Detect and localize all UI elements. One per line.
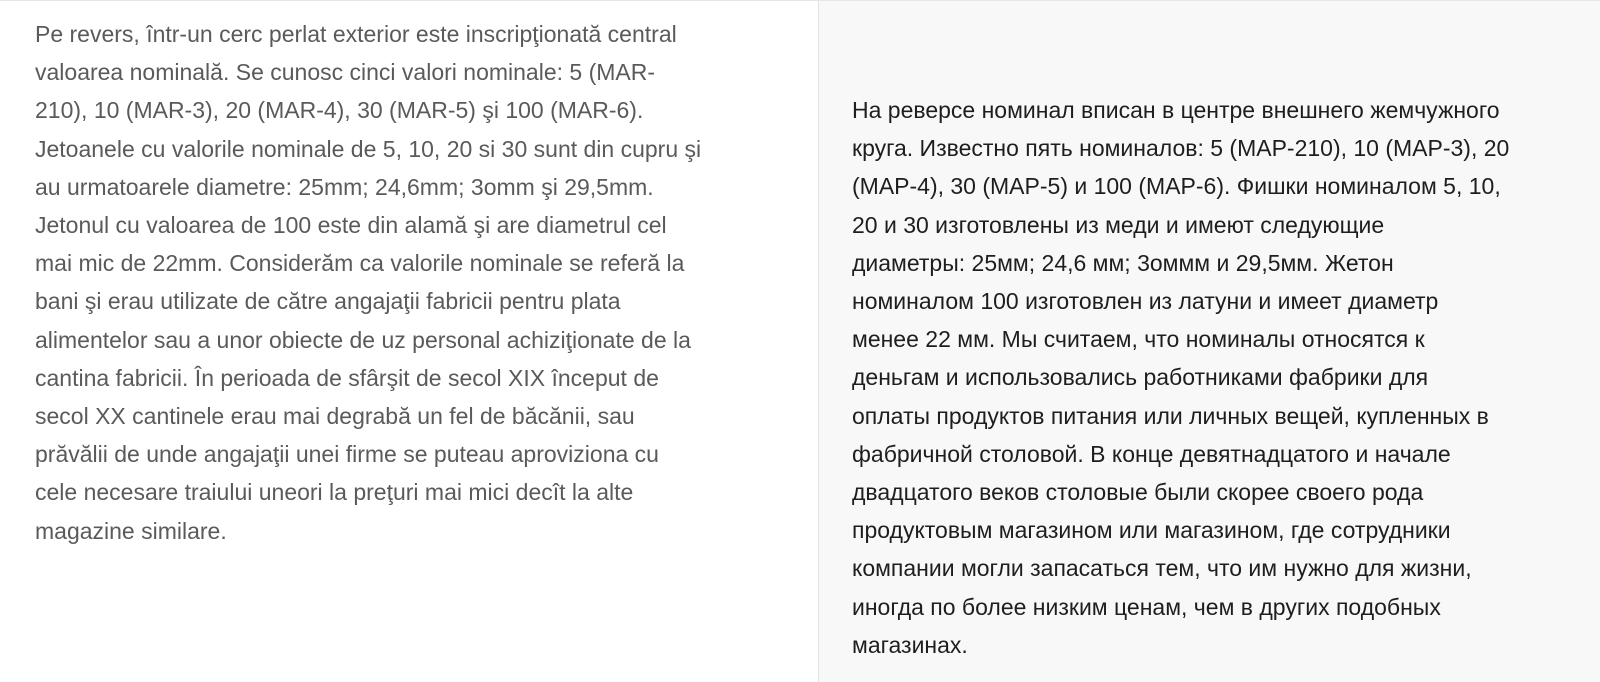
- source-text-line: magazine similare.: [35, 517, 227, 544]
- source-text-line: 210), 10 (MAR-3), 20 (MAR-4), 30 (MAR-5) şi 100 (MAR-6).: [35, 97, 644, 124]
- translation-text-line: диаметры: 25мм; 24,6 мм; 3оммм и 29,5мм. Жетон: [852, 249, 1394, 276]
- source-text-line: bani şi erau utilizate de către angajaţii fabricii pentru plata: [35, 288, 621, 315]
- translation-text-line: менее 22 мм. Мы считаем, что номиналы относятся к: [852, 326, 1425, 353]
- translation-text-pane[interactable]: [819, 1, 1600, 682]
- source-text-line: valoarea nominală. Se cunosc cinci valori nominale: 5 (MAR-: [35, 59, 656, 86]
- translation-text-line: фабричной столовой. В конце девятнадцатого и начале: [852, 440, 1451, 467]
- source-text-line: cantina fabricii. În perioada de sfârşit de secol XIX început de: [35, 364, 659, 391]
- translation-text-line: продуктовым магазином или магазином, где сотрудники: [852, 517, 1451, 544]
- translation-text-line: (МАР-4), 30 (МАР-5) и 100 (МАР-6). Фишки номиналом 5, 10,: [852, 173, 1501, 200]
- translation-text-line: деньгам и использовались работниками фабрики для: [852, 364, 1429, 391]
- source-text-line: Pe revers, într-un cerc perlat exterior este inscripţionată central: [35, 21, 677, 47]
- source-text-line: au urmatoarele diametre: 25mm; 24,6mm; 3omm şi 29,5mm.: [35, 173, 654, 200]
- source-text-line: alimentelor sau a unor obiecte de uz personal achiziţionate de la: [35, 326, 691, 353]
- translation-text-line: оплаты продуктов питания или личных вещей, купленных в: [852, 402, 1489, 429]
- translation-text-line: 20 и 30 изготовлены из меди и имеют следующие: [852, 211, 1385, 238]
- source-text-line: prăvălii de unde angajaţii unei firme se puteau aproviziona cu: [35, 441, 659, 468]
- translation-text-line: На реверсе номинал вписан в центре внешнего жемчужного: [852, 97, 1500, 123]
- source-text-line: Jetoanele cu valorile nominale de 5, 10, 20 si 30 sunt din cupru şi: [35, 135, 702, 162]
- source-text-line: cele necesare traiului uneori la preţuri mai mici decît la alte: [35, 479, 634, 506]
- translation-text-line: магазинах.: [852, 631, 968, 658]
- source-text-line: secol XX cantinele erau mai degrabă un fel de băcănii, sau: [35, 403, 635, 430]
- translation-text-line: двадцатого веков столовые были скорее своего рода: [852, 479, 1424, 506]
- translation-text-line: круга. Известно пять номиналов: 5 (МАР-210), 10 (МАР-3), 20: [852, 135, 1510, 162]
- translation-text-line: номиналом 100 изготовлен из латуни и имеет диаметр: [852, 288, 1439, 315]
- source-text-line: Jetonul cu valoarea de 100 este din alamă şi are diametrul cel: [35, 212, 667, 239]
- source-text-line: mai mic de 22mm. Considerăm ca valorile nominale se referă la: [35, 250, 685, 277]
- translation-text-line: иногда по более низким ценам, чем в других подобных: [852, 593, 1441, 620]
- translation-text-line: компании могли запасаться тем, что им нужно для жизни,: [852, 555, 1472, 582]
- source-text-pane[interactable]: [0, 1, 818, 682]
